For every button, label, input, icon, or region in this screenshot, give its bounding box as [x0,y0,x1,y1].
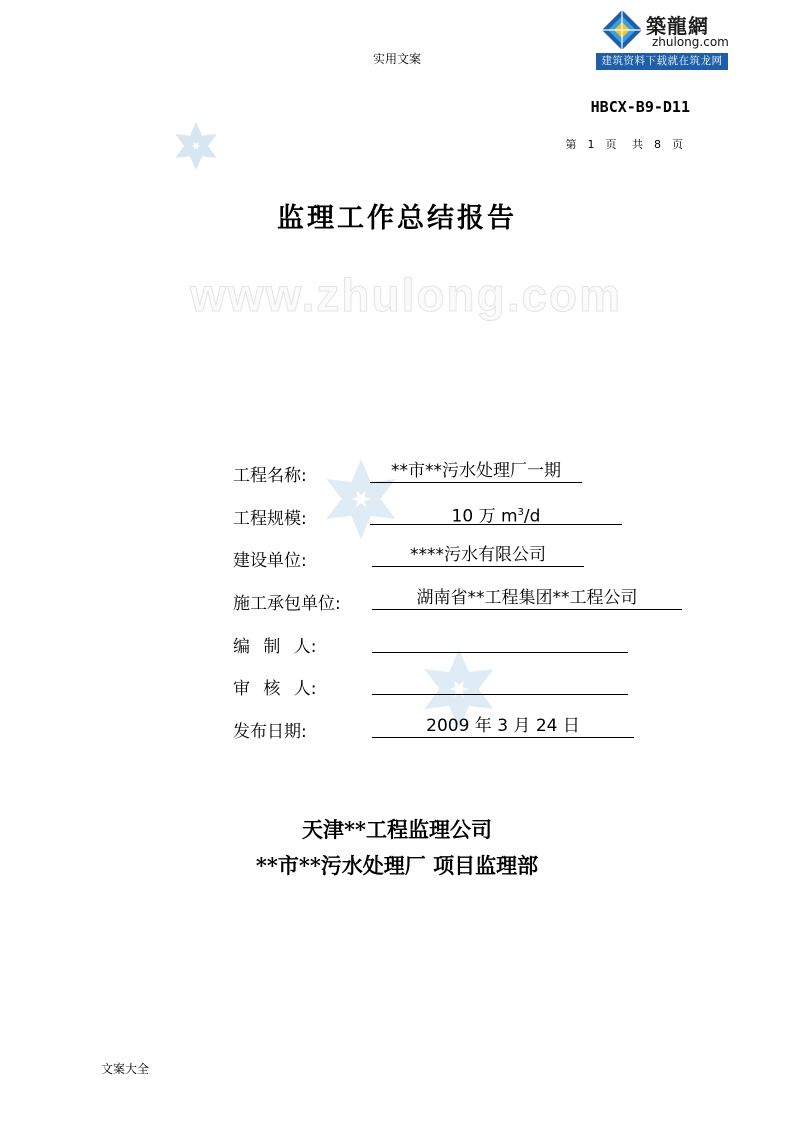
publish-date-label: 发布日期: [233,722,307,742]
supervision-company-name: 天津**工程监理公司 [302,817,492,842]
document-code: HBCX-B9-D11 [590,98,690,116]
logo-mark-icon [600,8,644,52]
page-header-text: 实用文案 [372,52,421,66]
contractor-label: 施工承包单位: [233,594,341,614]
project-name-value: **市**污水处理厂一期 [370,460,582,483]
compiler-label: 编 制 人: [233,637,317,657]
compiler-value [372,630,628,653]
page-number-info [562,136,691,152]
owner-label: 建设单位: [233,551,307,571]
report-title: 监理工作总结报告 [277,203,517,234]
page-suffix: 页 [672,138,686,151]
zhulong-logo [596,6,728,70]
contractor-value: 湖南省**工程集团**工程公司 [372,587,682,610]
page-current: 1 [587,138,598,151]
reviewer-value [372,672,628,695]
logo-slogan-text: 建筑资料下载就在筑龙网 [596,53,728,70]
project-scale-unit: /d [523,506,541,527]
project-department-name: **市**污水处理厂 项目监理部 [255,853,539,878]
reviewer-label: 审 核 人: [233,679,317,699]
website-watermark: www.zhulong.com [190,269,623,321]
page-mid: 页 共 [605,138,646,151]
page-footer-text: 文案大全 [101,1062,150,1076]
page-total: 8 [654,138,664,151]
snowflake-watermark-icon [170,120,222,172]
project-scale-number: 10 万 m [451,506,518,527]
project-scale-value [370,502,622,525]
publish-date-value: 2009 年 3 月 24 日 [372,715,634,738]
project-scale-label: 工程规模: [233,509,307,529]
page-prefix: 第 [565,138,580,151]
project-scale-exponent: 3 [517,507,524,518]
owner-value: ****污水有限公司 [372,544,584,567]
project-name-label: 工程名称: [233,466,307,486]
logo-domain-text: zhulong.com [652,35,729,49]
logo-brand-text: 築龍網 [646,14,709,38]
